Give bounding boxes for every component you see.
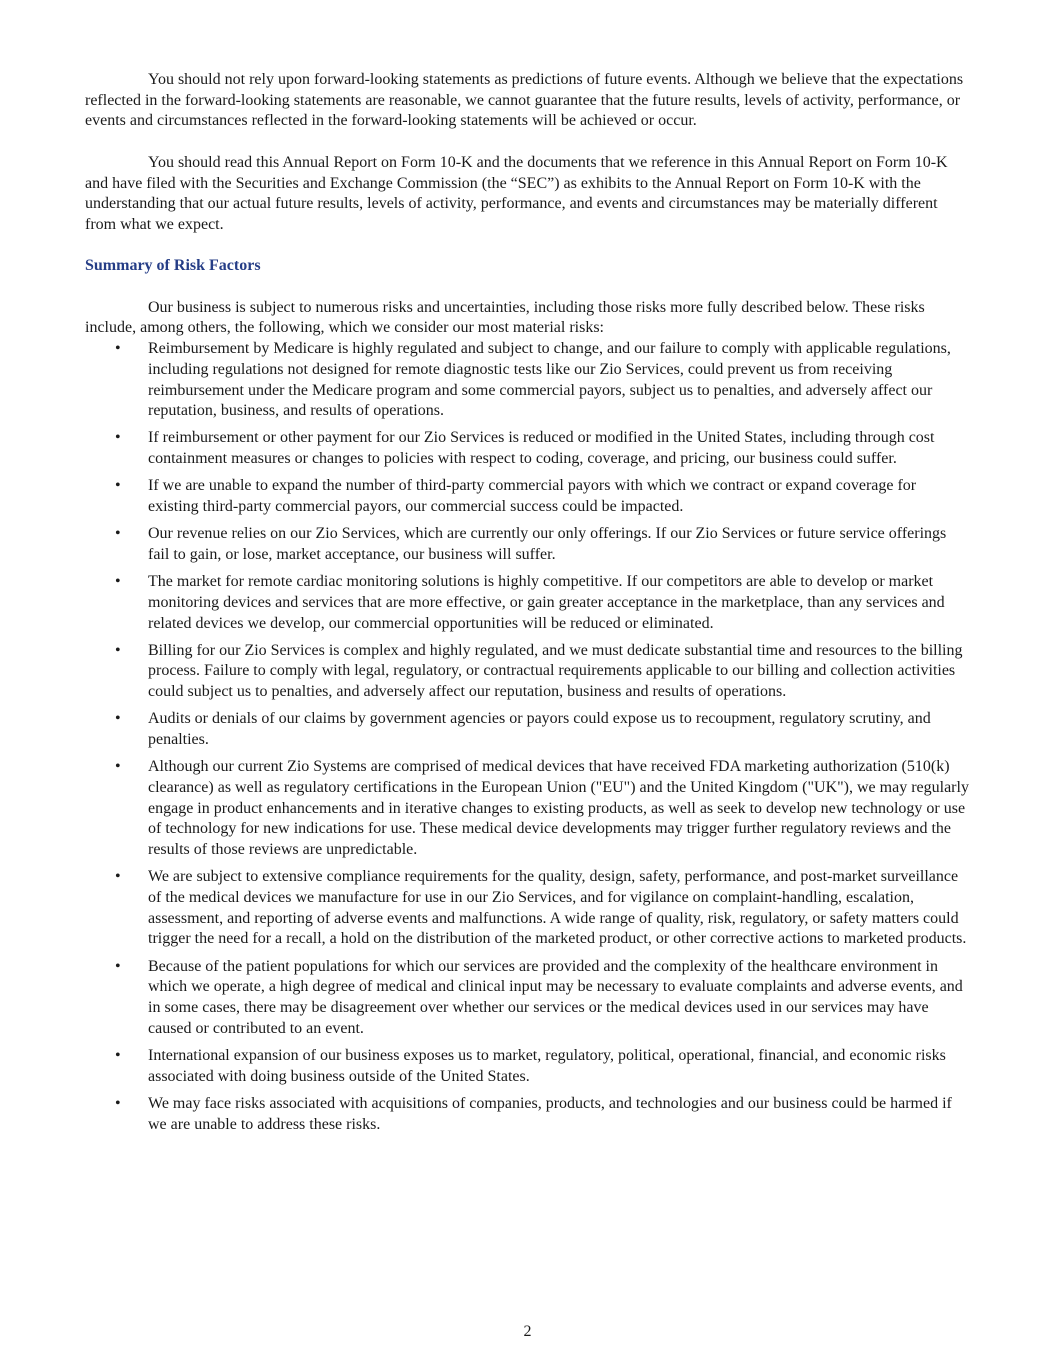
bullet-icon: • — [115, 957, 121, 975]
bullet-icon: • — [115, 429, 121, 447]
section-heading: Summary of Risk Factors — [85, 257, 261, 275]
risk-factor-text: Although our current Zio Systems are comprised of medical devices that have received FDA marketing authorization (510(k) clearance) as well as regulatory certifications in the European Union ("EU") and the United Kingdom ("UK"), we may regularly engage in product enhancements and in iterative changes to existing products, as well as seek to develop new technology or use of technology for new indications for use. These medical device developments may trigger further regulatory reviews and the results of those reviews are unpredictable. — [148, 758, 969, 859]
risk-factor-text: The market for remote cardiac monitoring solutions is highly competitive. If our competitors are able to develop or market monitoring devices and services that are more effective, or gain greater acceptance in the marketplace, than any services and related devices we develop, our commercial opportunities will be reduced or eliminated. — [148, 573, 945, 632]
bullet-icon: • — [115, 340, 121, 358]
risk-factor-item — [85, 1094, 970, 1135]
bullet-icon: • — [115, 1094, 121, 1112]
bullet-icon: • — [115, 868, 121, 886]
risk-factor-item — [85, 1046, 970, 1087]
risk-factor-text: If reimbursement or other payment for our Zio Services is reduced or modified in the United States, including through cost containment measures or changes to policies with respect to coding, coverage, and pricing, our business could suffer. — [148, 429, 935, 468]
risk-factor-item — [85, 641, 970, 703]
risk-factor-text: We may face risks associated with acquisitions of companies, products, and technologies and our business could be harmed if we are unable to address these risks. — [148, 1094, 952, 1133]
risk-factor-text: Our revenue relies on our Zio Services, which are currently our only offerings. If our Zio Services or future service offerings fail to gain, or lose, market acceptance, our business will suffer. — [148, 525, 947, 563]
page-number: 2 — [523, 1323, 532, 1340]
bullet-icon: • — [115, 573, 121, 591]
risk-factor-item — [85, 709, 970, 750]
paragraph-forward-looking: You should not rely upon forward-looking statements as predictions of future events. Although we believe that the expectations reflected in the forward-looking statements are reasonable, we cannot guarantee that the future results, levels of activity, performance, or events and circumstances reflected in the forward-looking statements will be achieved or occur. — [85, 71, 964, 130]
risk-factor-text: International expansion of our business exposes us to market, regulatory, political, operational, financial, and economic risks associated with doing business outside of the United States. — [148, 1046, 946, 1085]
risk-factor-text: If we are unable to expand the number of third-party commercial payors with which we contract or expand coverage for existing third-party commercial payors, our commercial success could be impacted. — [148, 477, 917, 516]
bullet-icon: • — [115, 758, 121, 776]
risk-factor-item — [85, 572, 970, 634]
bullet-icon: • — [115, 525, 121, 543]
document-page — [85, 70, 970, 1142]
bullet-icon: • — [115, 1046, 121, 1064]
paragraph-read-report: You should read this Annual Report on Form 10-K and the documents that we reference in this Annual Report on Form 10-K and have filed with the Securities and Exchange Commission (the “SEC”) as exhibits to the Annual Report on Form 10-K with the understanding that our actual future results, levels of activity, performance, and events and circumstances may be materially different from what we expect. — [85, 153, 948, 233]
risk-factor-item — [85, 957, 970, 1040]
risk-factor-item — [85, 339, 970, 422]
section-intro: Our business is subject to numerous risks and uncertainties, including those risks more fully described below. These risks include, among others, the following, which we consider our most material risks: — [85, 298, 925, 337]
risk-factor-item — [85, 867, 970, 950]
risk-factor-item — [85, 524, 970, 565]
risk-factor-item — [85, 757, 970, 861]
bullet-icon: • — [115, 477, 121, 495]
risk-factor-text: Because of the patient populations for which our services are provided and the complexity of the healthcare environment in which we operate, a high degree of medical and clinical input may be necessary to evaluate complaints and adverse events, and in some cases, there may be disagreement over whether our services or the medical devices used in our services may have caused or contributed to an event. — [148, 957, 963, 1037]
risk-factor-list — [85, 339, 970, 1135]
risk-factor-text: Billing for our Zio Services is complex and highly regulated, and we must dedicate substantial time and resources to the billing process. Failure to comply with legal, regulatory, or contractual requirements applicable to our billing and collection activities could subject us to penalties, and adversely affect our reputation, business and results of operations. — [148, 641, 963, 701]
risk-factor-text: We are subject to extensive compliance requirements for the quality, design, safety, performance, and post-market surveillance of the medical devices we manufacture for use in our Zio Services, and for vigilance on complaint-handling, escalation, assessment, and reporting of adverse events and malfunctions. A wide range of quality, risk, regulatory, or safety matters could trigger the need for a recall, a hold on the distribution of the marketed product, or other corrective actions to marketed products. — [148, 868, 967, 948]
bullet-icon: • — [115, 710, 121, 728]
risk-factor-text: Audits or denials of our claims by government agencies or payors could expose us to recoupment, regulatory scrutiny, and penalties. — [148, 710, 931, 749]
risk-factor-item — [85, 476, 970, 517]
risk-factor-item — [85, 428, 970, 469]
risk-factor-text: Reimbursement by Medicare is highly regulated and subject to change, and our failure to comply with applicable regulations, including regulations not designed for remote diagnostic tests like our Zio Services, could prevent us from receiving reimbursement under the Medicare program and some commercial payors, subject us to penalties, and adversely affect our reputation, business, and results of operations. — [148, 340, 951, 420]
bullet-icon: • — [115, 641, 121, 659]
